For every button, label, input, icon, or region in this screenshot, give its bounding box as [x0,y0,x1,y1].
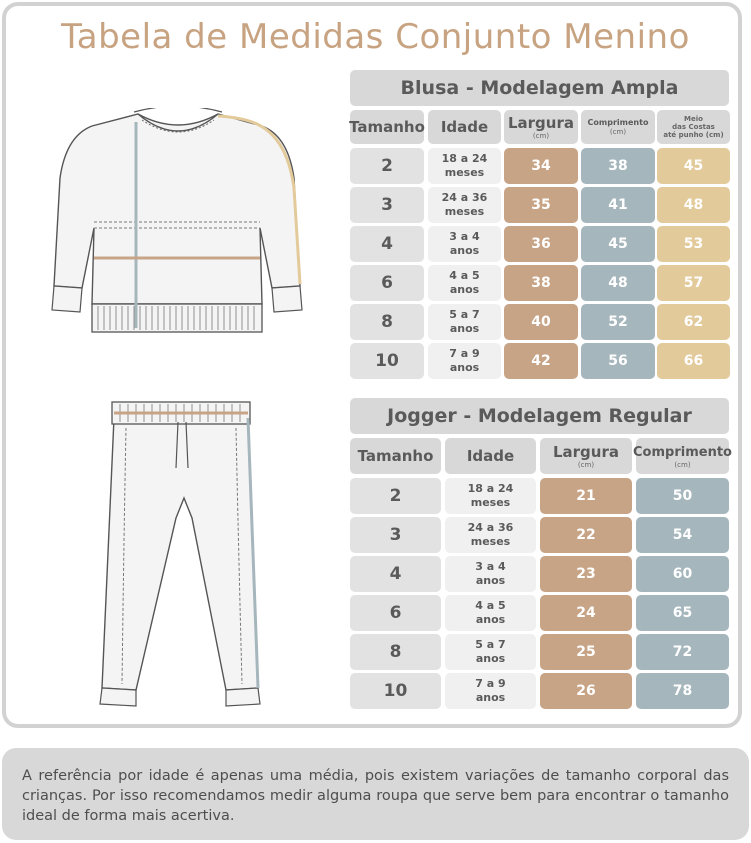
jogger-header-largura: Largura (cm) [540,438,632,474]
comprimento-cell: 38 [581,148,655,184]
age-cell: 24 a 36 meses [428,187,501,223]
size-cell: 2 [350,148,424,184]
largura-cell: 36 [504,226,578,262]
largura-cell: 26 [540,673,632,709]
comprimento-cell: 52 [581,304,655,340]
jogger-illustration [96,398,266,710]
blusa-header-comprimento: Comprimento (cm) [581,110,655,144]
size-cell: 8 [350,304,424,340]
size-cell: 2 [350,478,441,514]
largura-cell: 34 [504,148,578,184]
age-cell: 3 a 4 anos [428,226,501,262]
largura-cell: 22 [540,517,632,553]
size-cell: 3 [350,187,424,223]
blusa-header-idade: Idade [428,110,501,144]
age-cell: 18 a 24 meses [428,148,501,184]
age-cell: 3 a 4 anos [445,556,536,592]
meio-cell: 53 [657,226,730,262]
blusa-table-title: Blusa - Modelagem Ampla [350,70,729,106]
meio-cell: 48 [657,187,730,223]
blusa-table [350,70,730,382]
meio-cell: 62 [657,304,730,340]
size-cell: 6 [350,265,424,301]
meio-cell: 57 [657,265,730,301]
comprimento-cell: 60 [636,556,729,592]
size-cell: 8 [350,634,441,670]
largura-cell: 23 [540,556,632,592]
age-cell: 18 a 24 meses [445,478,536,514]
comprimento-cell: 78 [636,673,729,709]
meio-cell: 66 [657,343,730,379]
age-cell: 4 a 5 anos [445,595,536,631]
jogger-header-idade: Idade [445,438,536,474]
blusa-header-largura: Largura (cm) [504,110,578,144]
age-cell: 4 a 5 anos [428,265,501,301]
largura-cell: 21 [540,478,632,514]
jogger-header-tamanho: Tamanho [350,438,441,474]
largura-cell: 25 [540,634,632,670]
meio-cell: 45 [657,148,730,184]
size-cell: 4 [350,226,424,262]
size-cell: 6 [350,595,441,631]
comprimento-cell: 54 [636,517,729,553]
age-cell: 5 a 7 anos [428,304,501,340]
comprimento-cell: 72 [636,634,729,670]
comprimento-cell: 56 [581,343,655,379]
largura-cell: 38 [504,265,578,301]
largura-cell: 40 [504,304,578,340]
size-cell: 4 [350,556,441,592]
comprimento-cell: 45 [581,226,655,262]
size-cell: 10 [350,673,441,709]
blusa-header-meio: Meio das Costas até punho (cm) [657,110,730,144]
comprimento-cell: 41 [581,187,655,223]
page-title: Tabela de Medidas Conjunto Menino [61,17,690,57]
age-cell: 24 a 36 meses [445,517,536,553]
comprimento-cell: 50 [636,478,729,514]
age-cell: 7 a 9 anos [428,343,501,379]
sweater-illustration [50,108,306,338]
size-cell: 3 [350,517,441,553]
jogger-header-comprimento: Comprimento (cm) [636,438,729,474]
comprimento-cell: 48 [581,265,655,301]
size-cell: 10 [350,343,424,379]
age-cell: 5 a 7 anos [445,634,536,670]
footer-note: A referência por idade é apenas uma média, pois existem variações de tamanho corporal das crianças. Por isso recomendamos medir alguma roupa que serve bem para encontrar o tamanho ideal de forma mais acertiva. [2,748,749,840]
largura-cell: 42 [504,343,578,379]
jogger-table [350,398,730,710]
blusa-header-tamanho: Tamanho [350,110,424,144]
age-cell: 7 a 9 anos [445,673,536,709]
largura-cell: 35 [504,187,578,223]
comprimento-cell: 65 [636,595,729,631]
jogger-table-title: Jogger - Modelagem Regular [350,398,729,434]
largura-cell: 24 [540,595,632,631]
